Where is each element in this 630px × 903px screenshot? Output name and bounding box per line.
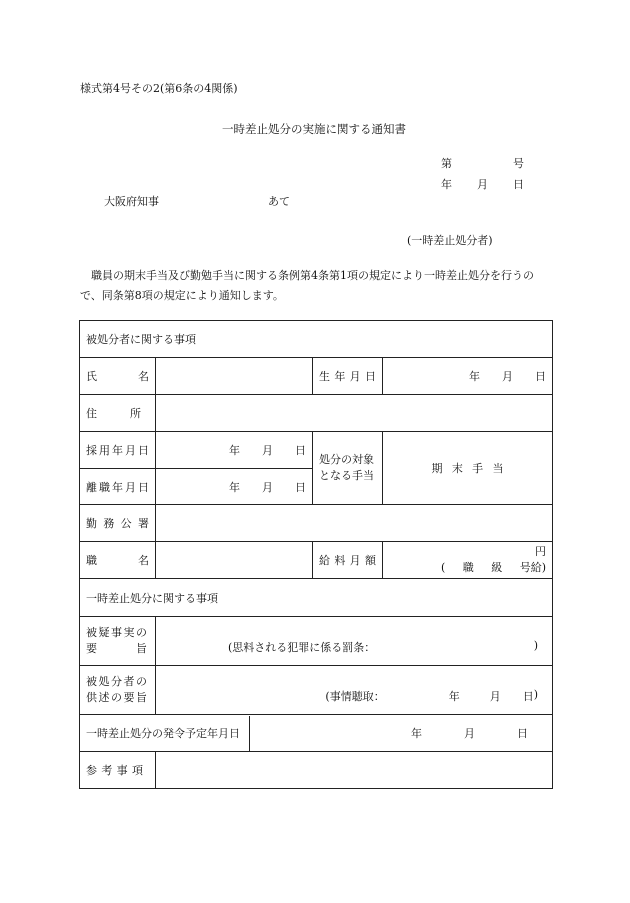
notes-field[interactable] (156, 752, 553, 789)
section-disposition-heading: 一時差止処分に関する事項 (80, 579, 553, 617)
hire-date-label: 採 用 年 月 日 (80, 432, 156, 469)
target-allowance-label: 処分の対象 となる手当 (313, 432, 383, 505)
date-year: 年 (441, 178, 452, 191)
name-field[interactable] (156, 358, 313, 395)
statement-label: 被 処 分 者 の 供 述 の 要 旨 (80, 666, 156, 715)
address-label: 住 所 (80, 395, 156, 432)
form-number: 様式第4号その2(第6条の4関係) (80, 82, 238, 95)
number-go: 号 (513, 157, 524, 170)
document-title: 一時差止処分の実施に関する通知書 (222, 122, 406, 136)
birth-field[interactable]: 年 月 日 (383, 358, 553, 395)
address-field[interactable] (156, 395, 553, 432)
notice-form-table (79, 320, 553, 789)
issuer: (一時差止処分者) (407, 234, 493, 247)
target-allowance-value: 期 末 手 当 (383, 432, 553, 505)
position-label: 職 名 (80, 542, 156, 579)
suspicion-field[interactable]: (思料される犯罪に係る罰条： ) (156, 617, 553, 666)
birth-label: 生 年 月 日 (313, 358, 383, 395)
notes-label: 参 考 事 項 (80, 752, 156, 789)
office-label: 勤 務 公 署 (80, 505, 156, 542)
addressee: 大阪府知事 (104, 195, 159, 208)
addressee-suffix: あて (268, 195, 290, 208)
hire-date-field[interactable]: 年 月 日 (156, 432, 313, 469)
date-day: 日 (513, 178, 524, 191)
body-text: 職員の期末手当及び勤勉手当に関する条例第4条第1項の規定により一時差止処分を行うので、同条第8項の規定により通知します。 (80, 269, 534, 302)
date-month: 月 (477, 178, 488, 191)
number-dai: 第 (441, 157, 452, 170)
section-subject-heading: 被処分者に関する事項 (80, 321, 553, 358)
issue-date-label: 一時差止処分の発令予定年月日 (80, 715, 313, 752)
issue-date-field[interactable]: 年 月 日 (313, 715, 553, 752)
leave-date-label: 離 職 年 月 日 (80, 469, 156, 505)
salary-field[interactable]: 円 ( 職 級 号給) (383, 542, 553, 579)
statement-field[interactable]: (事情聴取： 年 月 日 ) (156, 666, 553, 715)
name-label: 氏 名 (80, 358, 156, 395)
salary-label: 給 料 月 額 (313, 542, 383, 579)
position-field[interactable] (156, 542, 313, 579)
leave-date-field[interactable]: 年 月 日 (156, 469, 313, 505)
office-field[interactable] (156, 505, 553, 542)
suspicion-label: 被 疑 事 実 の 要 旨 (80, 617, 156, 666)
